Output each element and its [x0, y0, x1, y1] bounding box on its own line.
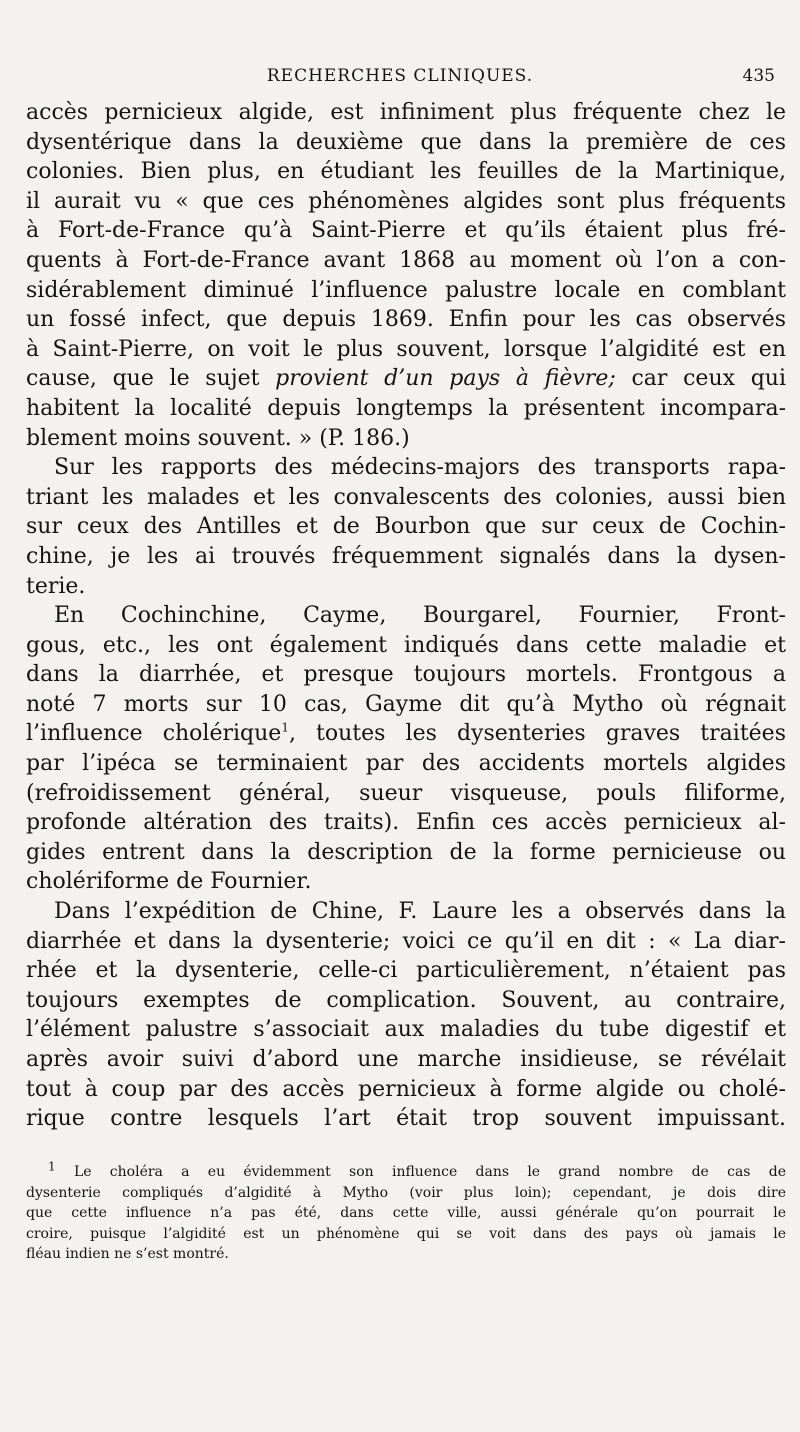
- running-title: RECHERCHES CLINIQUES.: [266, 66, 534, 86]
- text-line: colonies. Bien plus, en étudiant les feuilles de la Martinique,: [26, 159, 786, 185]
- text-line: Dans l’expédition de Chine, F. Laure les a observés dans la: [54, 899, 786, 925]
- text-line: cholériforme de Fournier.: [26, 869, 312, 895]
- running-header: [0, 60, 800, 96]
- text-line: En Cochinchine, Cayme, Bourgarel, Fournier, Front-: [54, 603, 786, 629]
- text-line: dysentérique dans la deuxième que dans la première de ces: [26, 129, 786, 155]
- text-segment: , toutes les dysenteries graves traitées: [288, 721, 786, 747]
- text-segment: car ceux qui: [615, 366, 786, 392]
- text-line: il aurait vu « que ces phénomènes algides sont plus fréquents: [26, 188, 786, 214]
- text-line: après avoir suivi d’abord une marche insidieuse, se révélait: [26, 1047, 786, 1072]
- text-line: [26, 719, 786, 749]
- footnote-line: [26, 1224, 786, 1245]
- text-segment: cause, que le sujet: [26, 366, 276, 392]
- footnote-marker: 1: [48, 1159, 56, 1174]
- text-line: à Fort-de-France qu’à Saint-Pierre et qu’ils étaient plus fré-: [26, 218, 786, 244]
- text-line: sidérablement diminué l’influence palustre locale en comblant: [26, 277, 786, 303]
- text-line: sur ceux des Antilles et de Bourbon que sur ceux de Cochin-: [26, 514, 786, 540]
- text-line: l’élément palustre s’associait aux maladies du tube digestif et: [26, 1017, 786, 1043]
- text-line: un fossé infect, que depuis 1869. Enfin pour les cas observés: [26, 307, 786, 333]
- page-number: 435: [742, 66, 775, 86]
- text-line: rique contre lesquels l’art était trop souvent impuissant.: [26, 1106, 786, 1132]
- text-line: chine, je les ai trouvés fréquemment signalés dans la dysen-: [26, 543, 786, 569]
- text-line: noté 7 morts sur 10 cas, Gayme dit qu’à Mytho où régnait: [26, 691, 786, 717]
- text-line: Sur les rapports des médecins-majors des transports rapa-: [54, 455, 786, 481]
- italic-phrase: provient d’un pays à fièvre;: [275, 366, 616, 392]
- text-line: profonde altération des traits). Enfin ces accès pernicieux al-: [26, 810, 786, 836]
- text-segment: l’influence cholérique: [26, 721, 282, 747]
- footnote-line: [26, 1159, 786, 1183]
- text-line: terie.: [26, 573, 86, 599]
- text-line: gides entrent dans la description de la forme pernicieuse ou: [26, 839, 786, 865]
- footnote-block: [26, 1159, 786, 1265]
- text-line: quents à Fort-de-France avant 1868 au moment où l’on a con-: [26, 247, 786, 273]
- text-line: toujours exemptes de complication. Souvent, au contraire,: [26, 987, 786, 1013]
- text-line: gous, etc., les ont également indiqués dans cette maladie et: [26, 632, 786, 658]
- text-line: triant les malades et les convalescents des colonies, aussi bien: [26, 484, 786, 510]
- text-line: par l’ipéca se terminaient par des accidents mortels algides: [26, 751, 786, 777]
- text-line: rhée et la dysenterie, celle-ci particulièrement, n’étaient pas: [26, 958, 786, 984]
- footnote-line: [26, 1203, 786, 1224]
- footnote-text: croire, puisque l’algidité est un phénomène qui se voit dans des pays où jamais le: [26, 1225, 786, 1242]
- text-line: tout à coup par des accès pernicieux à forme algide ou cholé-: [26, 1076, 786, 1102]
- footnote-text: fléau indien ne s’est montré.: [26, 1246, 229, 1262]
- footnote-text: que cette influence n’a pas été, dans cette ville, aussi générale qu’on pourrait le: [26, 1205, 786, 1221]
- text-line: à Saint-Pierre, on voit le plus souvent, lorsque l’algidité est en: [26, 336, 786, 362]
- text-line: diarrhée et dans la dysenterie; voici ce qu’il en dit : « La diar-: [26, 928, 786, 954]
- footnote-text: dysenterie compliqués d’algidité à Mytho (voir plus loin); cependant, je dois dire: [26, 1184, 786, 1201]
- footnote-line: [26, 1183, 786, 1204]
- body-text: [26, 98, 786, 1134]
- text-line: habitent la localité depuis longtemps la présentent incompara-: [26, 395, 786, 421]
- text-line: accès pernicieux algide, est infiniment plus fréquente chez le: [26, 100, 786, 125]
- footnote-text: Le choléra a eu évidemment son influence dans le grand nombre de cas de: [73, 1164, 786, 1180]
- text-line: [26, 364, 786, 394]
- text-line: blement moins souvent. » (P. 186.): [26, 425, 410, 451]
- footnote-ref[interactable]: 1: [281, 721, 289, 736]
- text-line: dans la diarrhée, et presque toujours mortels. Frontgous a: [26, 662, 786, 688]
- footnote-line: [26, 1244, 786, 1265]
- text-line: (refroidissement général, sueur visqueuse, pouls filiforme,: [26, 780, 786, 806]
